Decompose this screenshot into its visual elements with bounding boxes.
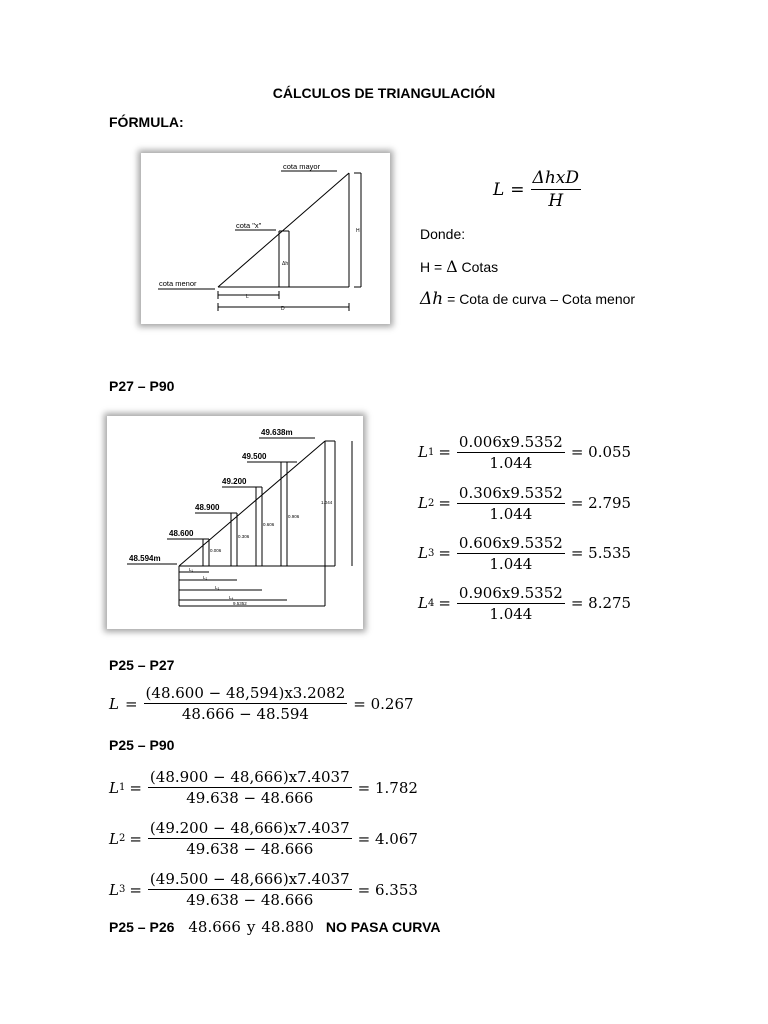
cota-menor-label: cota menor [159,279,197,288]
dh-label: 0.306 [238,534,250,539]
h-definition-text: Cotas [457,259,499,275]
eq-block-p27-p90 [418,426,631,628]
donde-label: Donde: [420,226,466,242]
section-p25-p90: P25 – P90 [109,737,175,753]
eq-row: L 2 = $\frac{(49.200 - 48,666)x7.4037}{49.638 - 48.666}$ = 4.067 [109,819,418,858]
section-p27-p90: P27 – P90 [109,378,175,394]
value-48880: 48.880 [261,918,314,936]
delta-symbol: Δ [446,257,458,276]
eq-result: = 0.267 [353,694,414,713]
dh-label: 0.606 [263,522,275,527]
triangulation-svg [141,153,390,324]
eq-result: = 6.353 [357,880,418,899]
level-label: 49.500 [242,452,267,461]
section-p25-p27: P25 – P27 [109,657,175,673]
eq-denominator: 49.638 − 48.666 [186,891,314,909]
dh-definition [420,289,635,309]
eq-denominator: 1.044 [489,453,533,472]
formula-numerator: ΔhxD [532,168,579,188]
formula-heading: FÓRMULA: [109,114,184,130]
level-label: 48.600 [169,529,194,538]
dh-label: 0.906 [288,514,300,519]
eq-result: = 0.055 [570,443,632,461]
eq-subscript: 1 [118,782,126,793]
eq-subscript: 3 [427,547,435,559]
level-label: 48.900 [195,503,220,512]
eq-row: L 3 = $\frac{0.606x9.5352}{1.044}$ = 5.535 [418,533,632,573]
level-label: 49.638m [261,428,293,437]
no-pasa-curva-note: NO PASA CURVA [325,919,441,935]
eq-denominator: 1.044 [489,504,533,523]
triangulation-diagram [141,153,390,324]
section-p25-p26: P25 – P26 [109,919,175,935]
formula-lhs: L [493,179,505,200]
l-dimension-label: L [246,294,249,300]
eq-subscript: 2 [427,497,435,509]
eq-denominator: 1.044 [489,604,533,623]
eq-subscript: 4 [427,597,435,609]
eq-result: = 8.275 [570,594,632,612]
staircase-svg [107,416,363,629]
eq-result: = 1.782 [357,778,418,797]
eq-denominator: 49.638 − 48.666 [186,789,314,807]
value-48666: 48.666 [188,918,241,936]
eq-numerator: (48.900 − 48,666)x7.4037 [149,768,350,786]
l-label: L₁ [189,567,194,572]
eq-numerator: (48.600 − 48,594)x3.2082 [145,684,346,702]
delta-h-symbol: Δh [420,289,444,309]
eq-subscript: 2 [118,833,126,844]
staircase-diagram [107,416,363,629]
eq-subscript: 1 [427,446,435,458]
dh-definition-text: = Cota de curva – Cota menor [443,291,636,307]
d-dimension-label: D [281,306,285,312]
d-label: 9.5352 [233,601,247,606]
eq-row: L 4 = $\frac{0.906x9.5352}{1.044}$ = 8.275 [418,583,632,623]
eq-result: = 5.535 [570,544,632,562]
h-definition [420,257,498,276]
eq-numerator: 0.906x9.5352 [458,583,563,602]
eq-denominator: 48.666 − 48.594 [181,705,309,723]
eq-numerator: 0.006x9.5352 [458,432,563,451]
level-label: 48.594m [129,554,161,563]
eq-row: L 2 = $\frac{0.306x9.5352}{1.044}$ = 2.795 [418,483,632,523]
main-formula: L = $\frac{\text{ΔhxD}}{H}$ [493,168,579,211]
l-label: L₃ [215,585,220,590]
l-label: L₂ [203,575,208,580]
page-title: CÁLCULOS DE TRIANGULACIÓN [272,85,496,101]
eq-p25-p27: L = $\frac{(48.600 - 48,594)x3.2082}{48.666 - 48.594}$ = 0.267 [109,684,414,723]
formula-denominator: H [548,191,564,211]
height-label: 1.044 [321,500,333,505]
h-dimension-label: H [356,228,360,234]
eq-result: = 4.067 [357,829,418,848]
eq-symbol: L [109,694,119,713]
eq-row: L 1 = $\frac{(48.900 - 48,666)x7.4037}{49.638 - 48.666}$ = 1.782 [109,768,418,807]
p25-p26-line [109,918,440,936]
eq-denominator: 49.638 − 48.666 [186,840,314,858]
eq-result: = 2.795 [570,494,632,512]
l-label: L₄ [229,595,234,600]
eq-subscript: 3 [118,884,126,895]
eq-row: L 1 = $\frac{0.006x9.5352}{1.044}$ = 0.055 [418,432,632,472]
eq-numerator: 0.306x9.5352 [458,483,563,502]
dh-label: 0.006 [210,548,222,553]
eq-block-p25-p90 [109,762,418,915]
cota-mayor-label: cota mayor [283,162,321,171]
level-label: 49.200 [222,477,247,486]
dh-dimension-label: Δh [282,261,289,267]
eq-numerator: 0.606x9.5352 [458,533,563,552]
h-definition-label: H = [420,259,447,275]
eq-numerator: (49.200 − 48,666)x7.4037 [149,819,350,837]
eq-numerator: (49.500 − 48,666)x7.4037 [149,870,350,888]
conjunction: y [246,918,256,936]
cota-x-label: cota "x" [236,221,262,230]
eq-row: L 3 = $\frac{(49.500 - 48,666)x7.4037}{49.638 - 48.666}$ = 6.353 [109,870,418,909]
eq-denominator: 1.044 [489,554,533,573]
